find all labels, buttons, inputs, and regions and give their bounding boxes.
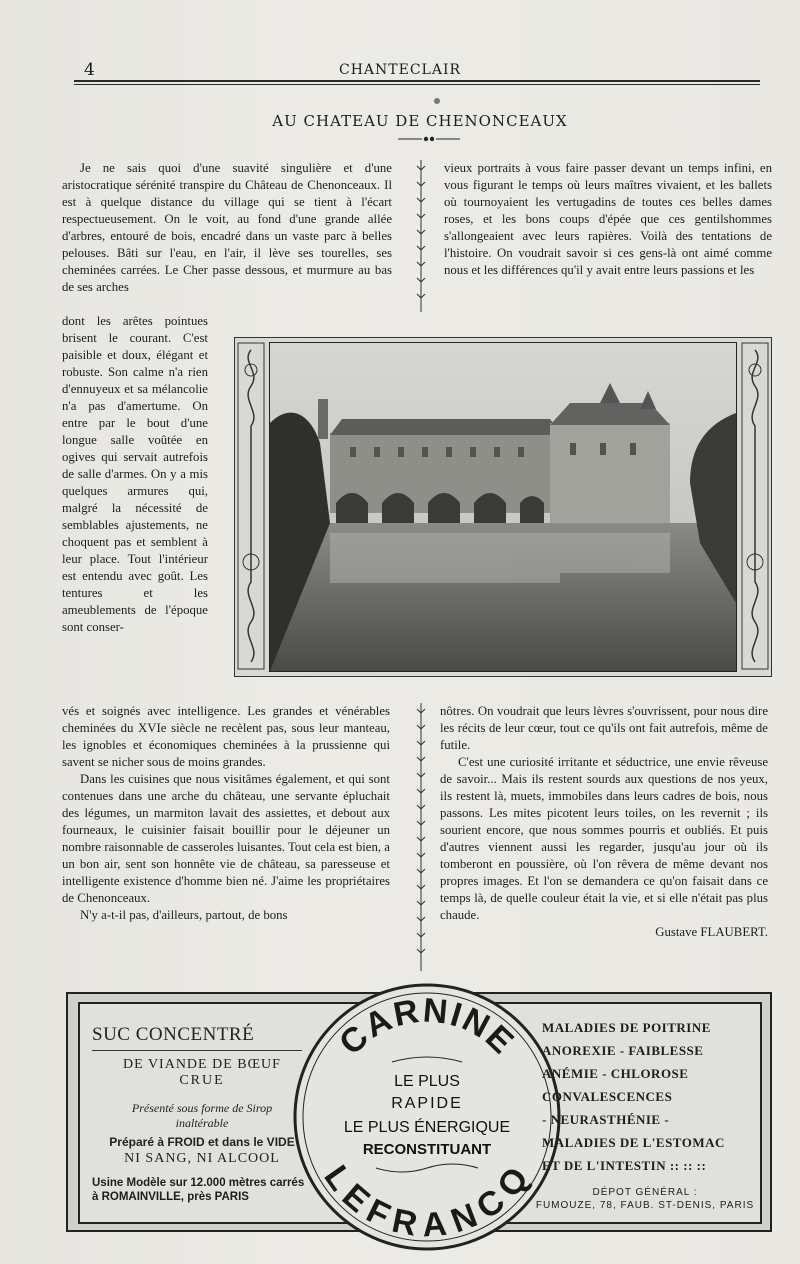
ad-sang: NI SANG, NI ALCOOL: [124, 1151, 280, 1166]
carnine-lefrancq-seal: [292, 982, 562, 1252]
ad-depot: [534, 1186, 756, 1212]
header-rule-thin: [74, 84, 760, 85]
ad-right-line: ANÉMIE - CHLOROSE: [542, 1066, 689, 1081]
carnine-advertisement: [66, 991, 772, 1245]
chateau-photo-frame: [234, 337, 772, 677]
paragraph: vieux portraits à vous faire passer devant un temps infini, en vous figurant le temps où leurs maîtres vivaient, et les ballets où tournoyaient les vertugadins de toutes ces belles dames roses, et les bons coups d'épée que ces gentilshommes s'allongeaient avec leurs rapières. Voilà des tentations de l'histoire. On voudrait savoir si ces gens-là ont aimé comme nous et les différences qu'il y avait entre leurs passions et les: [444, 161, 772, 277]
paragraph: nôtres. On voudrait que leurs lèvres s'ouvrissent, pour nous dire les récits de leur cœur, tout ce qu'ils ont fait autrefois, même de futile.: [440, 704, 768, 752]
chateau-photo: [269, 342, 737, 672]
author-signature: Gustave FLAUBERT.: [655, 925, 768, 939]
brand-top: CARNINE: [332, 991, 523, 1063]
column-3: [62, 703, 390, 924]
ad-right-line: CONVALESCENCES: [542, 1089, 673, 1104]
center-line-3: LE PLUS ÉNERGIQUE: [343, 1119, 511, 1136]
paragraph: Dans les cuisines que nous visitâmes également, et qui sont contenues dans une arche du château, une servante épluchait des légumes, un marmiton lavait des assiettes, et debout aux fourneaux, le cuisinier faisait bouillir pour le déjeuner un nombre raisonnable de casseroles luisantes. Tout cela est bien, a un bon air, sent son honnête vie de château, sa paresseuse et intelligente existence d'homme bien né. J'aime les propriétaires de Chenonceaux.: [62, 772, 390, 905]
scroll-ornament-icon: [237, 342, 265, 670]
chenonceaux-castle-image: [270, 343, 736, 671]
ad-right-line: MALADIES DE POITRINE: [542, 1020, 711, 1035]
ad-presente-1: Présenté sous forme de Sirop: [131, 1101, 273, 1115]
paragraph: Je ne sais quoi d'une suavité singulière et d'une aristocratique sérénité transpire du Château de Chenonceaux. Il est à quelque distance du village qui se tient à l'écart respectueusement. On le voit, au fond d'une grande allée d'arbres, entouré de bois, encadré dans un vaste parc à belles pelouses. Bâti sur l'eau, en l'air, il lève ses tourelles, ses cheminées carrées. Le Cher passe dessous, et murmure au bas de ses arches: [62, 161, 392, 294]
paragraph: vés et soignés avec intelligence. Les grandes et vénérables cheminées du XVIe siècle ne recèlent pas, sous leur manteau, les ignobles et économiques cheminées à la prussienne qui savent se nicher sous de moins grandes.: [62, 704, 390, 769]
column-2-top: [444, 160, 772, 279]
ad-crue: CRUE: [179, 1073, 225, 1088]
header-rule: [74, 80, 760, 82]
divider: [92, 1050, 302, 1051]
ad-inner-box: [78, 991, 762, 1245]
column-divider-ornament: [416, 703, 426, 971]
ad-right-line: - NEURASTHÉNIE -: [542, 1112, 670, 1127]
paragraph: dont les arêtes pointues brisent le courant. C'est paisible et doux, élégant et robuste. Son calme n'a rien d'ennuyeux et sa mélancolie n'a pas d'amertume. On entre par le bout d'une longue salle voûtée en ogives qui servait autrefois de salle d'armes. On y a mis quelques armures qui, malgré la nécessité de semblables ajustements, ne choquent pas et semblent à leur place. Tout l'intérieur est entendu avec goût. Les tentures et les ameublements de l'époque sont conser-: [62, 314, 208, 634]
ad-right-panel: [542, 1016, 752, 1177]
ad-presente-2: inaltérable: [175, 1116, 229, 1130]
article-title: AU CHATEAU DE CHENONCEAUX: [272, 112, 568, 130]
ad-depot-1: DÉPOT GÉNÉRAL :: [592, 1187, 698, 1198]
ad-right-line: ET DE L'INTESTIN :: :: ::: [542, 1158, 707, 1173]
ad-usine: [92, 1176, 322, 1204]
column-1-narrow: [62, 313, 208, 636]
ad-usine-1: Usine Modèle sur 12.000 mètres carrés: [92, 1177, 305, 1189]
ad-right-line: MALADIES DE L'ESTOMAC: [542, 1135, 725, 1150]
title-ornament-icon: [398, 134, 460, 144]
column-divider-ornament: [416, 160, 426, 312]
ad-depot-2: FUMOUZE, 78, FAUB. ST-DENIS, PARIS: [535, 1200, 755, 1211]
brand-bottom: LEFRANCQ: [316, 1158, 538, 1245]
scroll-ornament-icon: [741, 342, 769, 670]
page-number: 4: [84, 60, 95, 80]
paragraph: N'y a-t-il pas, d'ailleurs, partout, de bons: [80, 908, 288, 922]
ornament-dot: [434, 98, 440, 104]
paragraph: C'est une curiosité irritante et séductrice, une envie rêveuse de savoir... Mais ils restent sourds aux questions de nos yeux, ils restent là, muets, immobiles dans leurs cadres de bois, nous passons. Les mites picotent leurs toiles, on les revernit ; ils sourient encore, que nous sommes pourris et oubliés. Et puis d'autres viennent aussi les regarder, jusqu'au jour où ils tomberont en poussière, où l'on rêvera de même devant nos propres images. Et l'on se demandera ce qu'on faisait dans ce temps là, de quelle couleur était la vie, et si elle n'était pas plus chaude.: [440, 755, 768, 922]
center-line-4: RECONSTITUANT: [362, 1141, 492, 1158]
running-title: CHANTECLAIR: [338, 62, 462, 78]
center-line-1: LE PLUS: [394, 1073, 460, 1090]
column-4: [440, 703, 768, 941]
ad-viande: DE VIANDE DE BŒUF: [123, 1057, 281, 1072]
center-line-2: RAPIDE: [391, 1095, 463, 1112]
ad-suc-concentre: SUC CONCENTRÉ: [92, 1024, 255, 1045]
ad-left-panel: [92, 1024, 312, 1167]
ad-prepare: Préparé à FROID et dans le VIDE: [109, 1135, 295, 1149]
ad-right-line: ANOREXIE - FAIBLESSE: [542, 1043, 704, 1058]
column-1-top: [62, 160, 392, 296]
ad-usine-2: à ROMAINVILLE, près PARIS: [92, 1191, 249, 1203]
